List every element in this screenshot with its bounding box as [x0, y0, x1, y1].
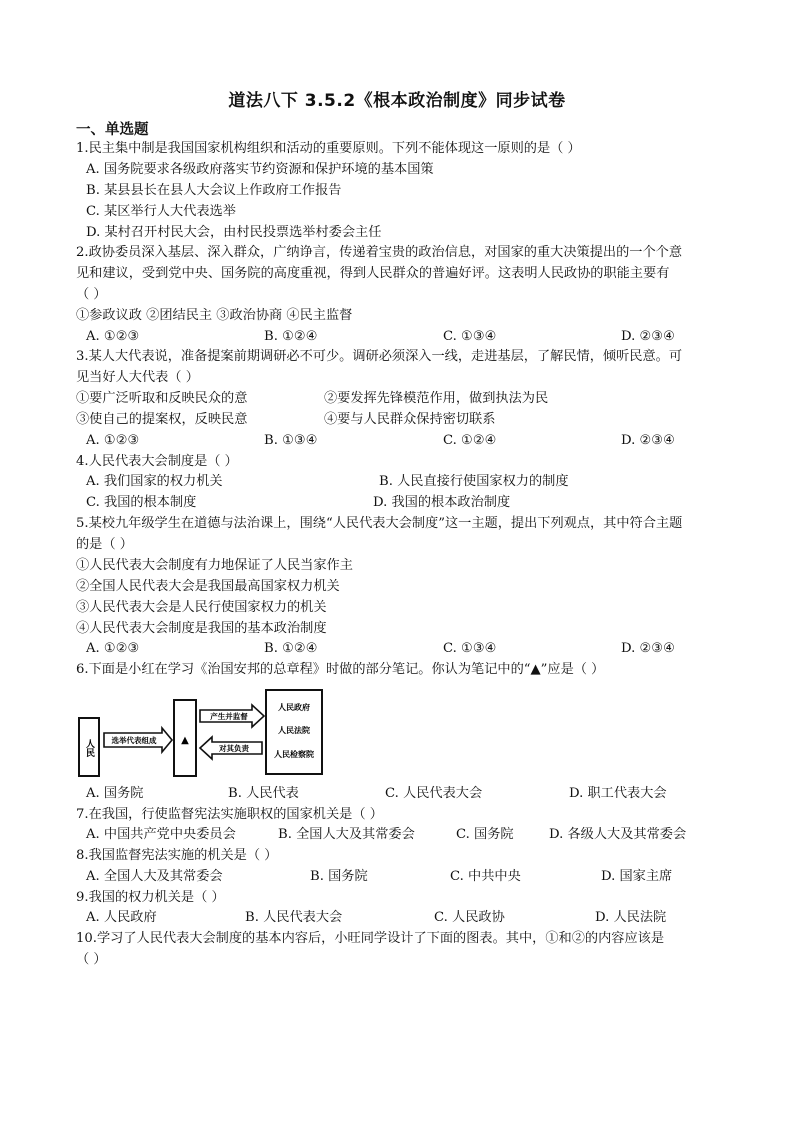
q2-option-b: B. ①②④: [264, 329, 318, 344]
q8-option-d: D. 国家主席: [601, 869, 673, 884]
q3-option-d: D. ②③④: [621, 433, 675, 448]
elect-label: 选举代表组成: [111, 736, 157, 745]
q4-option-c: C. 我国的根本制度: [86, 495, 197, 510]
q6-option-c: C. 人民代表大会: [385, 786, 483, 801]
center-marker: ▲: [181, 735, 189, 746]
q5-item-3: ③人民代表大会是人民行使国家权力的机关: [76, 600, 327, 615]
q6-stem: 6.下面是小红在学习《治国安邦的总章程》时做的部分笔记。你认为笔记中的“▲”应是（ ）: [76, 662, 605, 677]
page-title: 道法八下 3.5.2《根本政治制度》同步试卷: [228, 91, 566, 111]
q3-item-1: ①要广泛听取和反映民众的意: [76, 391, 248, 406]
q10-stem-line2: （ ）: [76, 952, 107, 967]
q7-option-a: A. 中国共产党中央委员会: [86, 827, 236, 842]
responsible-label: 对其负责: [219, 744, 249, 753]
q5-option-d: D. ②③④: [621, 641, 675, 656]
q2-items: ①参政议政 ②团结民主 ③政治协商 ④民主监督: [76, 308, 353, 323]
q9-stem: 9.我国的权力机关是（ ）: [76, 890, 225, 905]
q4-option-a: A. 我们国家的权力机关: [86, 474, 223, 489]
q5-option-b: B. ①②④: [264, 641, 318, 656]
q3-item-3: ③使自己的提案权，反映民意: [76, 412, 248, 427]
q3-stem-line1: 3.某人大代表说，准备提案前期调研必不可少。调研必须深入一线，走进基层，了解民情，倾听民意。可: [76, 349, 683, 364]
q6-diagram: [74, 688, 324, 778]
q2-option-c: C. ①③④: [443, 329, 497, 344]
q3-item-4: ④要与人民群众保持密切联系: [324, 412, 496, 427]
q1-stem: 1.民主集中制是我国国家机构组织和活动的重要原则。下列不能体现这一原则的是（ ）: [76, 141, 581, 156]
q7-option-c: C. 国务院: [456, 827, 514, 842]
q9-option-a: A. 人民政府: [86, 910, 157, 925]
people-label: 人民: [84, 739, 94, 757]
q8-option-b: B. 国务院: [310, 869, 368, 884]
q2-stem-line1: 2.政协委员深入基层、深入群众，广纳诤言，传递着宝贵的政治信息，对国家的重大决策提出的一个个意: [76, 245, 683, 260]
q7-stem: 7.在我国，行使监督宪法实施职权的国家机关是（ ）: [76, 807, 383, 822]
q3-option-a: A. ①②③: [86, 433, 140, 448]
q1-option-d: D. 某村召开村民大会，由村民投票选举村委会主任: [86, 225, 382, 240]
q4-option-b: B. 人民直接行使国家权力的制度: [379, 474, 569, 489]
q2-option-d: D. ②③④: [621, 329, 675, 344]
q2-stem-line3: （ ）: [76, 287, 107, 302]
q3-stem-line2: 见当好人大代表（ ）: [76, 370, 199, 385]
q1-option-b: B. 某县县长在县人大会议上作政府工作报告: [86, 183, 342, 198]
q4-stem: 4.人民代表大会制度是（ ）: [76, 454, 238, 469]
q8-option-c: C. 中共中央: [450, 869, 521, 884]
q6-option-d: D. 职工代表大会: [569, 786, 667, 801]
q3-item-2: ②要发挥先锋模范作用，做到执法为民: [324, 391, 549, 406]
q9-option-c: C. 人民政协: [434, 910, 505, 925]
q8-stem: 8.我国监督宪法实施的机关是（ ）: [76, 848, 278, 863]
section-heading: 一、单选题: [76, 122, 149, 138]
q5-stem-line1: 5.某校九年级学生在道德与法治课上，围绕“人民代表大会制度”这一主题，提出下列观点，其中符合主题: [76, 516, 683, 531]
q1-option-c: C. 某区举行人大代表选举: [86, 204, 236, 219]
q4-option-d: D. 我国的根本政治制度: [373, 495, 511, 510]
q5-item-4: ④人民代表大会制度是我国的基本政治制度: [76, 621, 327, 636]
org-government: 人民政府: [278, 703, 310, 712]
q6-option-a: A. 国务院: [86, 786, 144, 801]
q5-item-2: ②全国人民代表大会是我国最高国家权力机关: [76, 579, 340, 594]
q3-option-b: B. ①③④: [264, 433, 318, 448]
q5-option-a: A. ①②③: [86, 641, 140, 656]
org-procuratorate: 人民检察院: [274, 750, 314, 759]
q5-stem-line2: 的是（ ）: [76, 537, 133, 552]
q3-option-c: C. ①②④: [443, 433, 497, 448]
q6-option-b: B. 人民代表: [228, 786, 299, 801]
q8-option-a: A. 全国人大及其常委会: [86, 869, 223, 884]
q7-option-b: B. 全国人大及其常委会: [278, 827, 415, 842]
q5-item-1: ①人民代表大会制度有力地保证了人民当家作主: [76, 558, 353, 573]
q1-option-a: A. 国务院要求各级政府落实节约资源和保护环境的基本国策: [86, 162, 434, 177]
q9-option-b: B. 人民代表大会: [245, 910, 343, 925]
produce-label: 产生并监督: [210, 712, 248, 721]
q9-option-d: D. 人民法院: [595, 910, 667, 925]
q10-stem-line1: 10.学习了人民代表大会制度的基本内容后，小旺同学设计了下面的图表。其中，①和②的内容应该是: [76, 931, 665, 946]
org-court: 人民法院: [278, 726, 310, 735]
q2-stem-line2: 见和建议，受到党中央、国务院的高度重视，得到人民群众的普遍好评。这表明人民政协的职能主要有: [76, 266, 670, 281]
q2-option-a: A. ①②③: [86, 329, 140, 344]
q7-option-d: D. 各级人大及其常委会: [549, 827, 687, 842]
q5-option-c: C. ①③④: [443, 641, 497, 656]
